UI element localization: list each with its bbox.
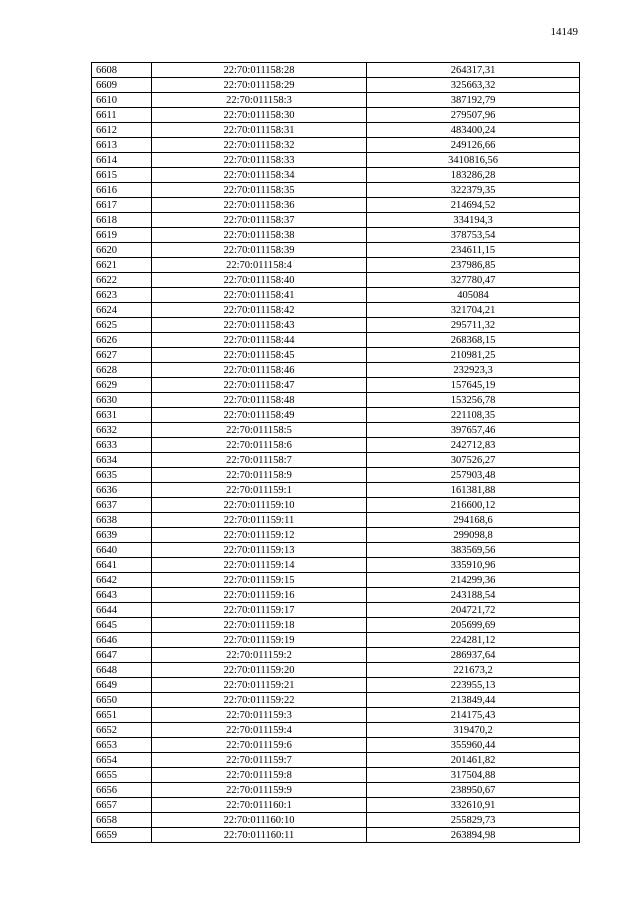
table-row — [92, 723, 580, 738]
table-row — [92, 198, 580, 213]
value-cell: 294168,6 — [367, 513, 580, 528]
row-number-cell: 6638 — [92, 513, 152, 528]
row-number-cell: 6634 — [92, 453, 152, 468]
table-row — [92, 258, 580, 273]
value-cell: 3410816,56 — [367, 153, 580, 168]
cadastral-number-cell: 22:70:011158:48 — [152, 393, 367, 408]
value-cell: 205699,69 — [367, 618, 580, 633]
cadastral-number-cell: 22:70:011158:29 — [152, 78, 367, 93]
cadastral-number-cell: 22:70:011159:19 — [152, 633, 367, 648]
cadastral-number-cell: 22:70:011159:3 — [152, 708, 367, 723]
cadastral-number-cell: 22:70:011158:28 — [152, 63, 367, 78]
value-cell: 223955,13 — [367, 678, 580, 693]
table-row — [92, 228, 580, 243]
value-cell: 214694,52 — [367, 198, 580, 213]
row-number-cell: 6608 — [92, 63, 152, 78]
row-number-cell: 6620 — [92, 243, 152, 258]
cadastral-number-cell: 22:70:011158:32 — [152, 138, 367, 153]
value-cell: 161381,88 — [367, 483, 580, 498]
value-cell: 210981,25 — [367, 348, 580, 363]
value-cell: 317504,88 — [367, 768, 580, 783]
cadastral-number-cell: 22:70:011158:37 — [152, 213, 367, 228]
table-row — [92, 213, 580, 228]
value-cell: 183286,28 — [367, 168, 580, 183]
row-number-cell: 6654 — [92, 753, 152, 768]
cadastral-number-cell: 22:70:011158:46 — [152, 363, 367, 378]
row-number-cell: 6658 — [92, 813, 152, 828]
table-row — [92, 153, 580, 168]
row-number-cell: 6628 — [92, 363, 152, 378]
table-row — [92, 558, 580, 573]
row-number-cell: 6627 — [92, 348, 152, 363]
row-number-cell: 6617 — [92, 198, 152, 213]
row-number-cell: 6619 — [92, 228, 152, 243]
cadastral-number-cell: 22:70:011159:21 — [152, 678, 367, 693]
table-row — [92, 828, 580, 843]
row-number-cell: 6644 — [92, 603, 152, 618]
row-number-cell: 6611 — [92, 108, 152, 123]
cadastral-number-cell: 22:70:011160:1 — [152, 798, 367, 813]
value-cell: 237986,85 — [367, 258, 580, 273]
cadastral-number-cell: 22:70:011158:7 — [152, 453, 367, 468]
cadastral-number-cell: 22:70:011158:43 — [152, 318, 367, 333]
value-cell: 268368,15 — [367, 333, 580, 348]
row-number-cell: 6633 — [92, 438, 152, 453]
value-cell: 405084 — [367, 288, 580, 303]
value-cell: 264317,31 — [367, 63, 580, 78]
row-number-cell: 6649 — [92, 678, 152, 693]
value-cell: 483400,24 — [367, 123, 580, 138]
row-number-cell: 6618 — [92, 213, 152, 228]
table-row — [92, 453, 580, 468]
row-number-cell: 6629 — [92, 378, 152, 393]
value-cell: 332610,91 — [367, 798, 580, 813]
value-cell: 383569,56 — [367, 543, 580, 558]
row-number-cell: 6613 — [92, 138, 152, 153]
cadastral-number-cell: 22:70:011159:12 — [152, 528, 367, 543]
value-cell: 224281,12 — [367, 633, 580, 648]
cadastral-number-cell: 22:70:011159:6 — [152, 738, 367, 753]
row-number-cell: 6659 — [92, 828, 152, 843]
cadastral-number-cell: 22:70:011158:35 — [152, 183, 367, 198]
row-number-cell: 6655 — [92, 768, 152, 783]
value-cell: 216600,12 — [367, 498, 580, 513]
cadastral-number-cell: 22:70:011158:5 — [152, 423, 367, 438]
row-number-cell: 6656 — [92, 783, 152, 798]
table-row — [92, 468, 580, 483]
cadastral-number-cell: 22:70:011159:16 — [152, 588, 367, 603]
cadastral-number-cell: 22:70:011158:49 — [152, 408, 367, 423]
value-cell: 243188,54 — [367, 588, 580, 603]
cadastral-number-cell: 22:70:011159:15 — [152, 573, 367, 588]
row-number-cell: 6651 — [92, 708, 152, 723]
cadastral-number-cell: 22:70:011158:42 — [152, 303, 367, 318]
row-number-cell: 6626 — [92, 333, 152, 348]
value-cell: 321704,21 — [367, 303, 580, 318]
cadastral-number-cell: 22:70:011158:4 — [152, 258, 367, 273]
value-cell: 153256,78 — [367, 393, 580, 408]
cadastral-number-cell: 22:70:011159:1 — [152, 483, 367, 498]
table-row — [92, 813, 580, 828]
table-row — [92, 183, 580, 198]
row-number-cell: 6624 — [92, 303, 152, 318]
cadastral-number-cell: 22:70:011159:2 — [152, 648, 367, 663]
value-cell: 221108,35 — [367, 408, 580, 423]
row-number-cell: 6653 — [92, 738, 152, 753]
cadastral-number-cell: 22:70:011158:34 — [152, 168, 367, 183]
table-row — [92, 363, 580, 378]
table-row — [92, 693, 580, 708]
value-cell: 279507,96 — [367, 108, 580, 123]
value-cell: 257903,48 — [367, 468, 580, 483]
table-row — [92, 378, 580, 393]
table-row — [92, 408, 580, 423]
table-row — [92, 138, 580, 153]
row-number-cell: 6643 — [92, 588, 152, 603]
cadastral-number-cell: 22:70:011159:8 — [152, 768, 367, 783]
value-cell: 214299,36 — [367, 573, 580, 588]
row-number-cell: 6645 — [92, 618, 152, 633]
row-number-cell: 6625 — [92, 318, 152, 333]
value-cell: 221673,2 — [367, 663, 580, 678]
value-cell: 249126,66 — [367, 138, 580, 153]
row-number-cell: 6615 — [92, 168, 152, 183]
table-row — [92, 753, 580, 768]
cadastral-number-cell: 22:70:011159:14 — [152, 558, 367, 573]
table-row — [92, 738, 580, 753]
cadastral-number-cell: 22:70:011158:33 — [152, 153, 367, 168]
value-cell: 295711,32 — [367, 318, 580, 333]
table-row — [92, 423, 580, 438]
value-cell: 234611,15 — [367, 243, 580, 258]
value-cell: 299098,8 — [367, 528, 580, 543]
table-row — [92, 348, 580, 363]
page-number: 14149 — [550, 26, 578, 38]
table-row — [92, 513, 580, 528]
cadastral-number-cell: 22:70:011159:13 — [152, 543, 367, 558]
table-row — [92, 528, 580, 543]
table-row — [92, 273, 580, 288]
value-cell: 201461,82 — [367, 753, 580, 768]
table-row — [92, 633, 580, 648]
table-row — [92, 543, 580, 558]
cadastral-number-cell: 22:70:011159:11 — [152, 513, 367, 528]
cadastral-number-cell: 22:70:011158:38 — [152, 228, 367, 243]
cadastral-number-cell: 22:70:011158:40 — [152, 273, 367, 288]
cadastral-number-cell: 22:70:011158:45 — [152, 348, 367, 363]
cadastral-number-cell: 22:70:011159:17 — [152, 603, 367, 618]
table-row — [92, 483, 580, 498]
value-cell: 319470,2 — [367, 723, 580, 738]
value-cell: 232923,3 — [367, 363, 580, 378]
value-cell: 307526,27 — [367, 453, 580, 468]
table-row — [92, 78, 580, 93]
value-cell: 387192,79 — [367, 93, 580, 108]
value-cell: 327780,47 — [367, 273, 580, 288]
table-row — [92, 798, 580, 813]
cadastral-number-cell: 22:70:011159:10 — [152, 498, 367, 513]
cadastral-number-cell: 22:70:011158:6 — [152, 438, 367, 453]
cadastral-number-cell: 22:70:011160:11 — [152, 828, 367, 843]
value-cell: 378753,54 — [367, 228, 580, 243]
row-number-cell: 6647 — [92, 648, 152, 663]
table-row — [92, 123, 580, 138]
value-cell: 214175,43 — [367, 708, 580, 723]
table-row — [92, 63, 580, 78]
table-row — [92, 663, 580, 678]
value-cell: 334194,3 — [367, 213, 580, 228]
cadastral-number-cell: 22:70:011158:31 — [152, 123, 367, 138]
table-row — [92, 708, 580, 723]
table-row — [92, 768, 580, 783]
table-row — [92, 93, 580, 108]
value-cell: 322379,35 — [367, 183, 580, 198]
row-number-cell: 6650 — [92, 693, 152, 708]
table-row — [92, 783, 580, 798]
table-row — [92, 603, 580, 618]
row-number-cell: 6648 — [92, 663, 152, 678]
row-number-cell: 6641 — [92, 558, 152, 573]
registry-table-body — [92, 63, 580, 843]
row-number-cell: 6639 — [92, 528, 152, 543]
table-row — [92, 618, 580, 633]
row-number-cell: 6646 — [92, 633, 152, 648]
row-number-cell: 6636 — [92, 483, 152, 498]
value-cell: 255829,73 — [367, 813, 580, 828]
row-number-cell: 6632 — [92, 423, 152, 438]
table-row — [92, 573, 580, 588]
cadastral-number-cell: 22:70:011158:44 — [152, 333, 367, 348]
value-cell: 157645,19 — [367, 378, 580, 393]
value-cell: 335910,96 — [367, 558, 580, 573]
value-cell: 355960,44 — [367, 738, 580, 753]
cadastral-number-cell: 22:70:011158:3 — [152, 93, 367, 108]
table-row — [92, 168, 580, 183]
row-number-cell: 6630 — [92, 393, 152, 408]
cadastral-number-cell: 22:70:011159:4 — [152, 723, 367, 738]
table-row — [92, 108, 580, 123]
table-row — [92, 648, 580, 663]
row-number-cell: 6609 — [92, 78, 152, 93]
table-row — [92, 288, 580, 303]
row-number-cell: 6610 — [92, 93, 152, 108]
row-number-cell: 6622 — [92, 273, 152, 288]
row-number-cell: 6612 — [92, 123, 152, 138]
row-number-cell: 6621 — [92, 258, 152, 273]
row-number-cell: 6616 — [92, 183, 152, 198]
row-number-cell: 6640 — [92, 543, 152, 558]
value-cell: 325663,32 — [367, 78, 580, 93]
row-number-cell: 6657 — [92, 798, 152, 813]
table-row — [92, 498, 580, 513]
table-row — [92, 393, 580, 408]
row-number-cell: 6614 — [92, 153, 152, 168]
value-cell: 213849,44 — [367, 693, 580, 708]
row-number-cell: 6652 — [92, 723, 152, 738]
row-number-cell: 6623 — [92, 288, 152, 303]
cadastral-number-cell: 22:70:011159:9 — [152, 783, 367, 798]
cadastral-number-cell: 22:70:011158:36 — [152, 198, 367, 213]
value-cell: 286937,64 — [367, 648, 580, 663]
cadastral-number-cell: 22:70:011160:10 — [152, 813, 367, 828]
cadastral-number-cell: 22:70:011159:7 — [152, 753, 367, 768]
row-number-cell: 6635 — [92, 468, 152, 483]
cadastral-number-cell: 22:70:011158:9 — [152, 468, 367, 483]
table-row — [92, 303, 580, 318]
table-row — [92, 438, 580, 453]
table-row — [92, 678, 580, 693]
value-cell: 397657,46 — [367, 423, 580, 438]
cadastral-number-cell: 22:70:011159:20 — [152, 663, 367, 678]
value-cell: 204721,72 — [367, 603, 580, 618]
table-row — [92, 243, 580, 258]
row-number-cell: 6637 — [92, 498, 152, 513]
value-cell: 263894,98 — [367, 828, 580, 843]
registry-table — [91, 62, 580, 843]
row-number-cell: 6642 — [92, 573, 152, 588]
cadastral-number-cell: 22:70:011159:18 — [152, 618, 367, 633]
row-number-cell: 6631 — [92, 408, 152, 423]
value-cell: 238950,67 — [367, 783, 580, 798]
table-row — [92, 333, 580, 348]
cadastral-number-cell: 22:70:011158:41 — [152, 288, 367, 303]
table-row — [92, 318, 580, 333]
value-cell: 242712,83 — [367, 438, 580, 453]
cadastral-number-cell: 22:70:011159:22 — [152, 693, 367, 708]
cadastral-number-cell: 22:70:011158:47 — [152, 378, 367, 393]
table-row — [92, 588, 580, 603]
cadastral-number-cell: 22:70:011158:30 — [152, 108, 367, 123]
cadastral-number-cell: 22:70:011158:39 — [152, 243, 367, 258]
